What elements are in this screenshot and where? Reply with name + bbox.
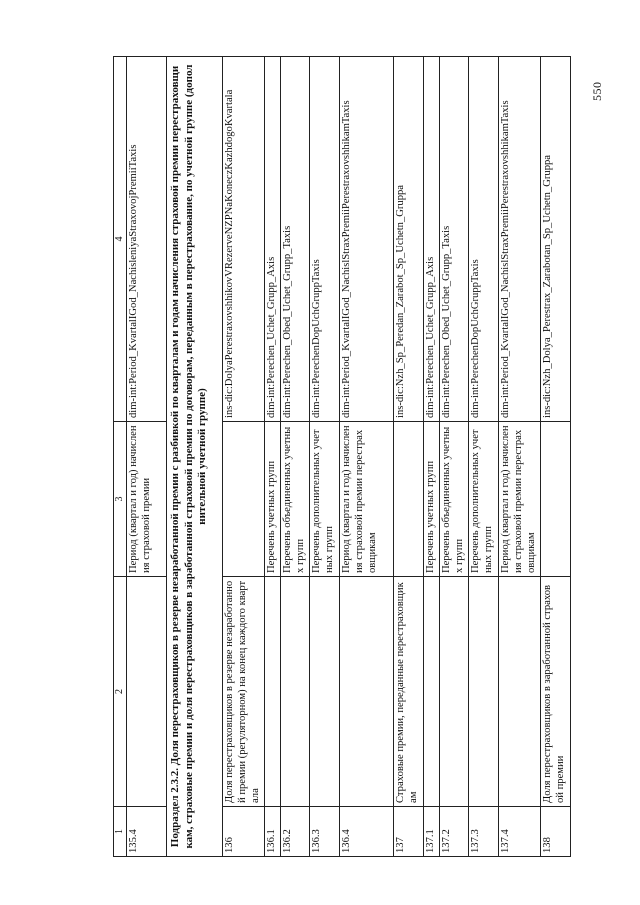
dimension-name: Период (квартал и год) начисления страховой премии перестраховщикам: [339, 422, 393, 577]
dimension-name: Перечень объединенных учетных групп: [439, 422, 468, 577]
taxonomy-code: dim-int:Perechen_Obed_Uchet_Grupp_Taxis: [439, 57, 468, 422]
section-title: Подраздел 2.3.2. Доля перестраховщиков в резерве незаработанной премии с разбивкой по кварталам и годам начисления страховой премии перестраховщикам, страховые премии и доля перестраховщиков в заработанной страховой премии по договорам, переданным в перестрахование, по учетной группе (дополнительной учетной группе): [167, 57, 223, 857]
dimension-name: Перечень объединенных учетных групп: [280, 422, 309, 577]
row-number: 138: [540, 807, 570, 857]
row-number: 137.2: [439, 807, 468, 857]
indicator-name: [127, 577, 167, 807]
taxonomy-code: ins-dic:DolyaPerestraxovshhikovVRezerveNZPNaKoneczKazhdogoKvartala: [223, 57, 265, 422]
table-row: [468, 57, 498, 857]
indicator-name: [309, 577, 339, 807]
section-heading-row: [167, 57, 223, 857]
table-row: [339, 57, 393, 857]
table-row: [280, 57, 309, 857]
page-number: 550: [590, 81, 604, 101]
row-number: 136.3: [309, 807, 339, 857]
dimension-name: [393, 422, 423, 577]
taxonomy-code: ins-dic:Nzh_Sp_Peredan_Zarabot_Sp_Uchetn_Gruppa: [393, 57, 423, 422]
dimension-name: Перечень учетных групп: [423, 422, 439, 577]
dimension-name: [223, 422, 265, 577]
dimension-name: Перечень дополнительных учетных групп: [309, 422, 339, 577]
column-number: 4: [114, 57, 127, 422]
taxonomy-code: dim-int:Period_KvartalIGod_NachislStraxPremiiPerestraxovshhikamTaxis: [498, 57, 540, 422]
indicator-name: [498, 577, 540, 807]
table-row: [127, 57, 167, 857]
taxonomy-code: ins-dic:Nzh_Dolya_Perestrax_Zarabotan_Sp_Uchetn_Gruppa: [540, 57, 570, 422]
row-number: 136.2: [280, 807, 309, 857]
indicator-name: Доля перестраховщиков в резерве незаработанной премии (регуляторном) на конец каждого квартала: [223, 577, 265, 807]
column-number: 3: [114, 422, 127, 577]
row-number: 137.1: [423, 807, 439, 857]
dimension-name: Перечень дополнительных учетных групп: [468, 422, 498, 577]
indicator-name: [423, 577, 439, 807]
dimension-name: Период (квартал и год) начисления страховой премии перестраховщикам: [498, 422, 540, 577]
table-row: [498, 57, 540, 857]
dimension-name: Перечень учетных групп: [264, 422, 280, 577]
table-row: [264, 57, 280, 857]
indicator-name: [264, 577, 280, 807]
taxonomy-code: dim-int:PerechenDopUchGruppTaxis: [309, 57, 339, 422]
row-number: 137.3: [468, 807, 498, 857]
taxonomy-code: dim-int:PerechenDopUchGruppTaxis: [468, 57, 498, 422]
table-row: [309, 57, 339, 857]
taxonomy-code: dim-int:Perechen_Obed_Uchet_Grupp_Taxis: [280, 57, 309, 422]
indicator-name: Страховые премии, переданные перестраховщикам: [393, 577, 423, 807]
column-number: 1: [114, 807, 127, 857]
indicator-name: [280, 577, 309, 807]
table-row: [223, 57, 265, 857]
table-row: [439, 57, 468, 857]
dimension-name: [540, 422, 570, 577]
taxonomy-code: dim-int:Perechen_Uchet_Grupp_Axis: [264, 57, 280, 422]
table-row: [423, 57, 439, 857]
row-number: 135.4: [127, 807, 167, 857]
table-row: [393, 57, 423, 857]
row-number: 137.4: [498, 807, 540, 857]
indicator-name: [339, 577, 393, 807]
indicator-name: Доля перестраховщиков в заработанной страховой премии: [540, 577, 570, 807]
indicator-name: [468, 577, 498, 807]
indicator-name: [439, 577, 468, 807]
table-row: [540, 57, 570, 857]
taxonomy-code: dim-int:Period_KvartalIGod_NachisleniyaStraxovojPremiiTaxis: [127, 57, 167, 422]
taxonomy-code: dim-int:Perechen_Uchet_Grupp_Axis: [423, 57, 439, 422]
row-number: 137: [393, 807, 423, 857]
column-number-row: [114, 57, 127, 857]
dimension-name: Период (квартал и год) начисления страховой премии: [127, 422, 167, 577]
column-number: 2: [114, 577, 127, 807]
document-page: [113, 57, 580, 857]
row-number: 136.1: [264, 807, 280, 857]
row-number: 136.4: [339, 807, 393, 857]
taxonomy-code: dim-int:Period_KvartalIGod_NachislStraxPremiiPerestraxovshhikamTaxis: [339, 57, 393, 422]
row-number: 136: [223, 807, 265, 857]
reporting-table: [113, 56, 571, 857]
